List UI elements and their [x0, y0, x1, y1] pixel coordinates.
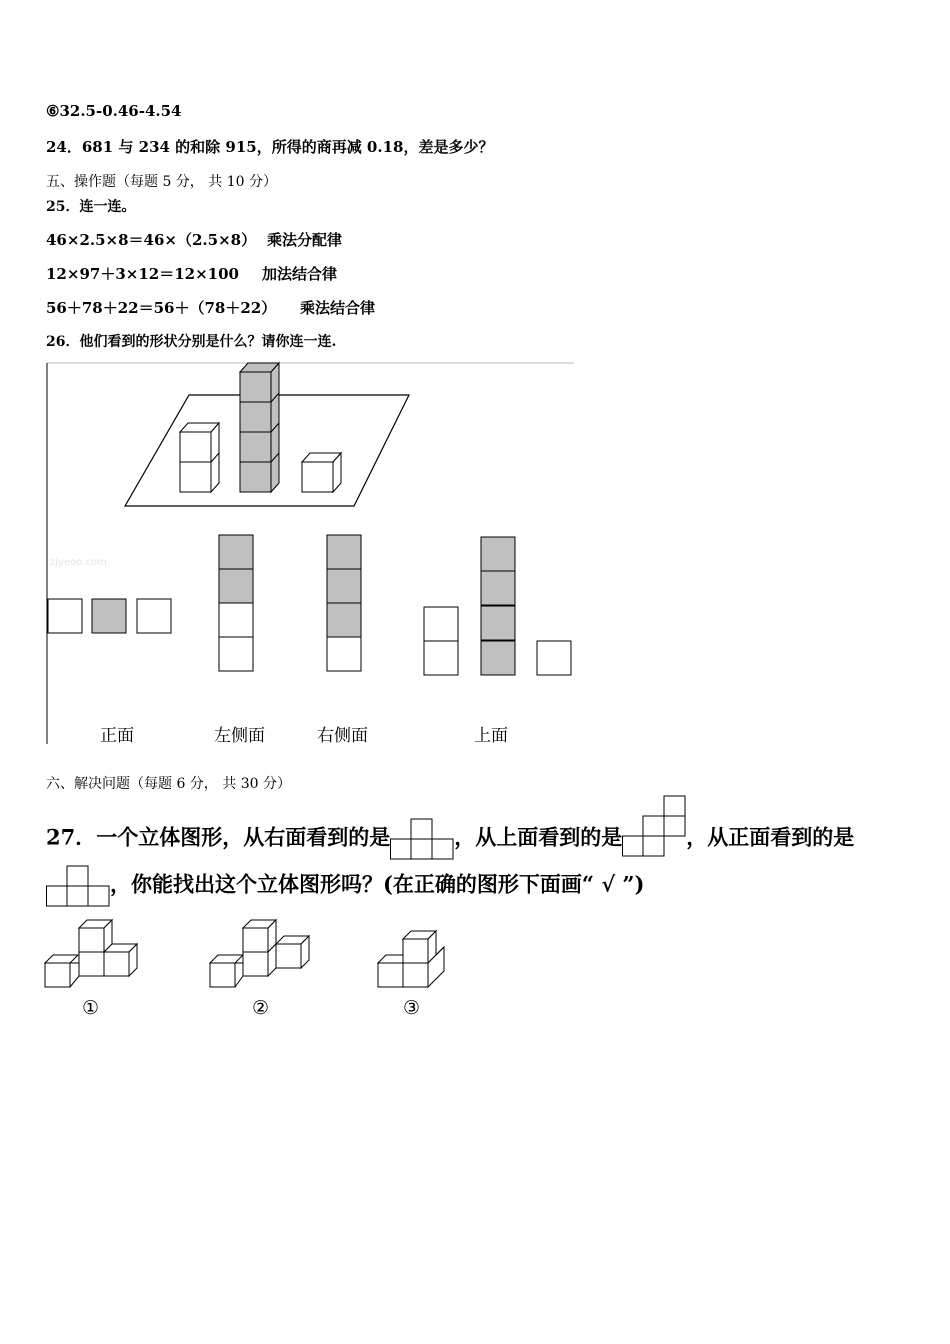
q27-right-view-figure — [390, 817, 454, 861]
q24-text: 24．681 与 234 的和除 915，所得的商再减 0.18，差是多少？ — [46, 138, 494, 156]
q25-right-1: 乘法分配律 — [267, 231, 343, 249]
view-shape-front — [48, 599, 171, 633]
section6-title: 六、解决问题（每题 6 分， 共 30 分） — [46, 776, 291, 792]
section5-title: 五、操作题（每题 5 分， 共 10 分） — [46, 174, 277, 190]
q25-left-3: 56＋78＋22＝56＋（78＋22） — [46, 299, 277, 317]
option-1-label: ① — [82, 997, 100, 1019]
label-top: 上面 — [474, 726, 508, 746]
q27-front-view-figure — [46, 864, 110, 908]
q27-line1 — [46, 806, 854, 872]
q25-right-2: 加法结合律 — [262, 265, 338, 283]
q25-left-1: 46×2.5×8＝46×（2.5×8） — [46, 231, 257, 249]
q27-options — [44, 914, 464, 1024]
label-front: 正面 — [100, 726, 134, 746]
q27-part4: ，你能找出这个立体图形吗？(在正确的图形下面画“ √ ”) — [110, 871, 645, 897]
q23-item6: ⑥32.5-0.46-4.54 — [46, 102, 182, 120]
option-3-figure — [378, 931, 444, 987]
view-shape-left — [219, 535, 253, 671]
option-2-label: ② — [252, 997, 270, 1019]
q27-top-view-figure — [622, 795, 686, 861]
label-right-side: 右侧面 — [317, 726, 368, 746]
q25-left-2: 12×97＋3×12＝12×100 — [46, 265, 239, 283]
cube-stack-left — [180, 423, 219, 492]
q27-part3: ，从正面看到的是 — [686, 824, 855, 850]
q27-part2: ，从上面看到的是 — [454, 824, 623, 850]
view-shape-top — [424, 537, 571, 675]
q26-title: 26．他们看到的形状分别是什么？请你连一连. — [46, 334, 337, 350]
label-left-side: 左侧面 — [214, 726, 265, 746]
cube-stack-middle — [240, 363, 279, 492]
q27-part1: 27．一个立体图形，从右面看到的是 — [46, 824, 391, 850]
option-1-figure — [45, 920, 137, 987]
watermark: zjyeoo.com — [50, 557, 107, 568]
option-2-figure — [210, 920, 309, 987]
option-3-label: ③ — [403, 997, 421, 1019]
q27-line2 — [46, 864, 644, 908]
q26-figure — [44, 360, 576, 748]
cube-single-right — [302, 453, 341, 492]
q25-title: 25．连一连。 — [46, 199, 136, 215]
q25-right-3: 乘法结合律 — [300, 299, 376, 317]
view-shape-right — [327, 535, 361, 671]
